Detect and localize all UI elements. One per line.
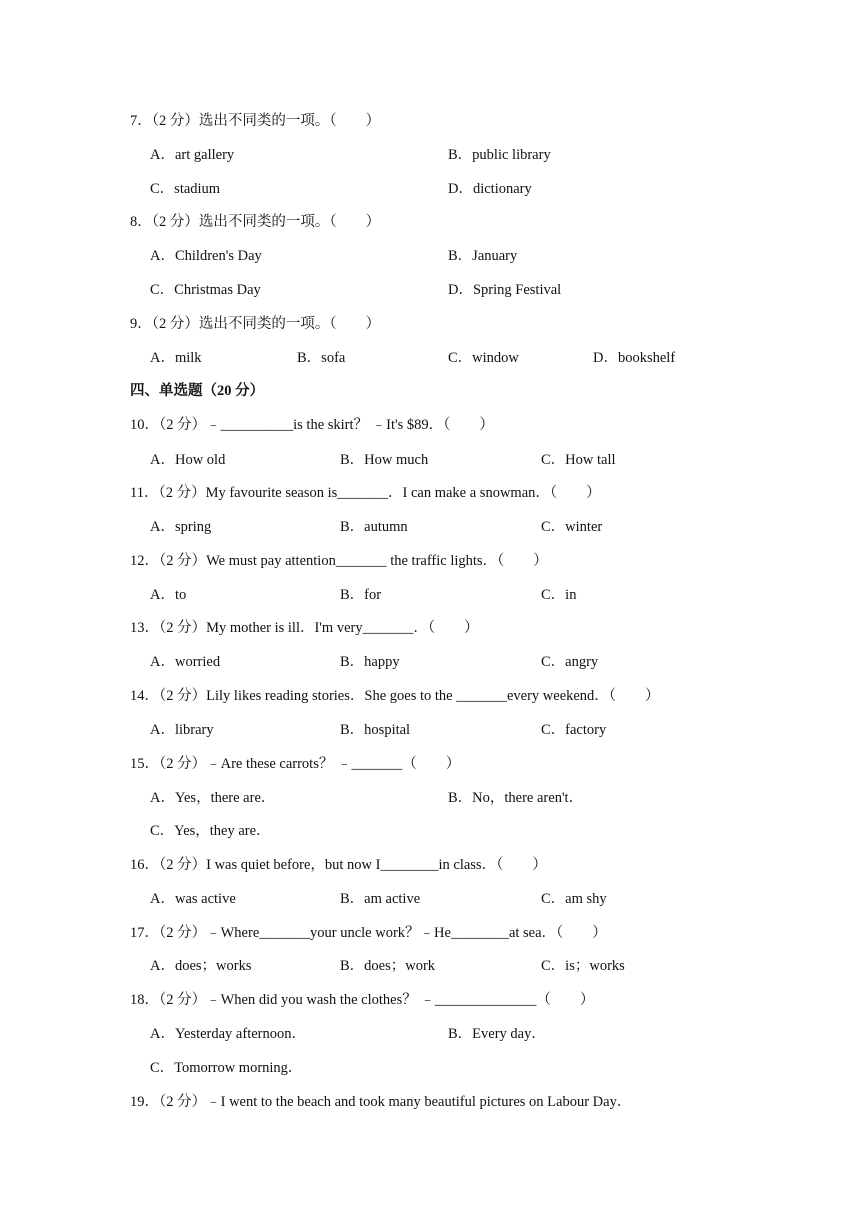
question-7-option-a: A．art gallery <box>150 147 235 163</box>
question-12-option-b: B．for <box>340 587 382 603</box>
question-11-stem: 11．（2 分）My favourite season is_______．I can make a snowman．（ ） <box>130 485 601 501</box>
question-14-option-c: C．factory <box>541 722 607 738</box>
question-16-option-c: C．am shy <box>541 891 607 907</box>
question-10-stem: 10．（2 分）﹣__________is the skirt？ ﹣It's $89．（ ） <box>130 417 494 433</box>
question-12-option-c: C．in <box>541 587 577 603</box>
question-19-stem: 19．（2 分）﹣I went to the beach and took many beautiful pictures on Labour Day． <box>130 1094 632 1110</box>
question-13-option-a: A．worried <box>150 654 221 670</box>
question-9-option-b: B．sofa <box>297 350 346 366</box>
question-9-option-c: C．window <box>448 350 519 366</box>
question-18-option-a: A．Yesterday afternoon． <box>150 1026 306 1042</box>
question-16-option-a: A．was active <box>150 891 236 907</box>
question-11-option-a: A．spring <box>150 519 212 535</box>
question-10-option-a: A．How old <box>150 452 226 468</box>
question-18-option-b: B．Every day． <box>448 1026 546 1042</box>
question-17-option-b: B．does；work <box>340 958 436 974</box>
question-8-option-c: C．Christmas Day <box>150 282 261 298</box>
question-7-stem: 7．（2 分）选出不同类的一项。（ ） <box>130 113 381 129</box>
question-10-option-c: C．How tall <box>541 452 616 468</box>
question-14-option-a: A．library <box>150 722 214 738</box>
question-8-option-b: B．January <box>448 248 518 264</box>
question-17-stem: 17．（2 分）﹣Where_______your uncle work？﹣He________at sea．（ ） <box>130 925 607 941</box>
question-7-option-c: C．stadium <box>150 181 221 197</box>
question-13-stem: 13．（2 分）My mother is ill．I'm very_______．（ ） <box>130 620 479 636</box>
question-14-option-b: B．hospital <box>340 722 411 738</box>
question-17-option-a: A．does；works <box>150 958 252 974</box>
question-8-stem: 8．（2 分）选出不同类的一项。（ ） <box>130 214 381 230</box>
question-18-option-c: C．Tomorrow morning． <box>150 1060 303 1076</box>
question-9-option-d: D．bookshelf <box>593 350 676 366</box>
question-11-option-b: B．autumn <box>340 519 408 535</box>
question-9-option-a: A．milk <box>150 350 202 366</box>
question-9-stem: 9．（2 分）选出不同类的一项。（ ） <box>130 316 381 332</box>
question-8-option-d: D．Spring Festival <box>448 282 562 298</box>
question-10-option-b: B．How much <box>340 452 429 468</box>
question-7-option-d: D．dictionary <box>448 181 532 197</box>
question-15-stem: 15．（2 分）﹣Are these carrots？ ﹣_______（ ） <box>130 756 461 772</box>
question-15-option-c: C．Yes，they are． <box>150 823 271 839</box>
question-17-option-c: C．is；works <box>541 958 625 974</box>
question-18-stem: 18．（2 分）﹣When did you wash the clothes？ ﹣______________（ ） <box>130 992 595 1008</box>
question-16-stem: 16．（2 分）I was quiet before，but now I________in class．（ ） <box>130 857 547 873</box>
question-11-option-c: C．winter <box>541 519 603 535</box>
question-13-option-c: C．angry <box>541 654 599 670</box>
question-15-option-b: B．No，there aren't． <box>448 790 584 806</box>
question-7-option-b: B．public library <box>448 147 551 163</box>
question-14-stem: 14．（2 分）Lily likes reading stories．She goes to the _______every weekend．（ ） <box>130 688 660 704</box>
question-16-option-b: B．am active <box>340 891 421 907</box>
question-13-option-b: B．happy <box>340 654 400 670</box>
question-12-option-a: A．to <box>150 587 187 603</box>
question-15-option-a: A．Yes，there are． <box>150 790 276 806</box>
section-heading: 四、单选题（20 分） <box>130 383 265 399</box>
question-12-stem: 12．（2 分）We must pay attention_______ the traffic lights．（ ） <box>130 553 548 569</box>
question-8-option-a: A．Children's Day <box>150 248 262 264</box>
